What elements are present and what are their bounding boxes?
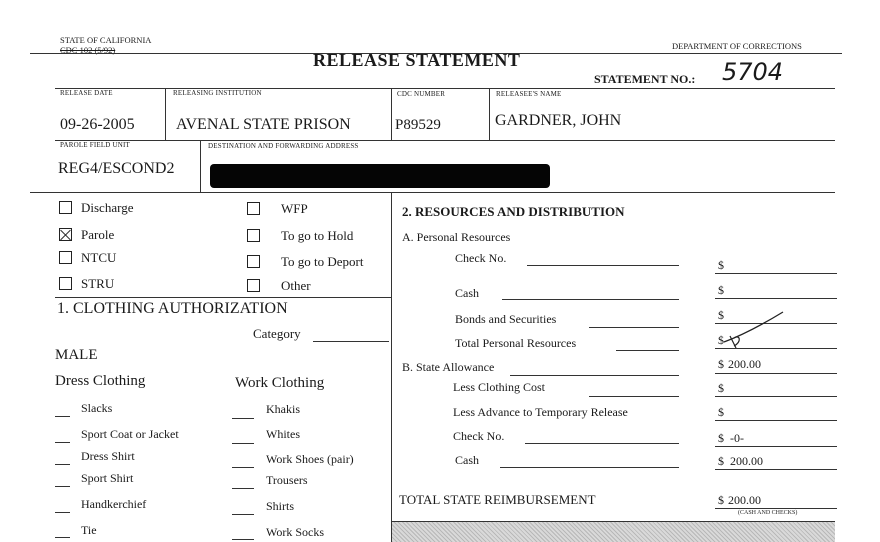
statement-no-label: STATEMENT NO.:	[594, 72, 696, 86]
wfp-checkbox[interactable]	[247, 202, 260, 215]
other-checkbox[interactable]	[247, 279, 260, 292]
handwritten-slash-mark	[720, 308, 786, 352]
check-no-field[interactable]	[527, 265, 679, 266]
check-no2-amount: -0-	[730, 431, 744, 445]
institution: AVENAL STATE PRISON	[176, 116, 351, 133]
category-label: Category	[253, 326, 301, 341]
slacks-blank[interactable]	[55, 416, 70, 417]
work-shoes-blank[interactable]	[232, 467, 254, 468]
cash-label: Cash	[455, 286, 479, 300]
personal-resources-label: A. Personal Resources	[402, 230, 511, 244]
state-label: STATE OF CALIFORNIA	[60, 35, 152, 45]
parole-checkbox[interactable]	[59, 228, 72, 241]
cash2-label: Cash	[455, 453, 479, 467]
less-clothing-field[interactable]	[589, 396, 679, 397]
cash2-amount: 200.00	[730, 454, 763, 468]
ntcu-checkbox[interactable]	[59, 251, 72, 264]
stru-checkbox[interactable]	[59, 277, 72, 290]
department-label: DEPARTMENT OF CORRECTIONS	[672, 41, 802, 51]
institution-label: RELEASING INSTITUTION	[173, 89, 262, 97]
discharge-checkbox[interactable]	[59, 201, 72, 214]
less-advance-label: Less Advance to Temporary Release	[453, 405, 628, 419]
dollar-sign: $	[718, 283, 724, 297]
category-blank[interactable]	[313, 341, 389, 342]
less-clothing-amount[interactable]	[715, 396, 837, 397]
check-no2-label: Check No.	[453, 429, 505, 443]
cdc-number: P89529	[395, 117, 441, 133]
state-allowance-label: B. State Allowance	[402, 360, 495, 374]
dress-item: Slacks	[81, 401, 113, 415]
work-item: Work Shoes (pair)	[266, 452, 354, 466]
total-personal-field[interactable]	[616, 350, 679, 351]
trousers-blank[interactable]	[232, 488, 254, 489]
hold-label: To go to Hold	[281, 228, 354, 243]
male-label: MALE	[55, 347, 98, 363]
work-item: Work Socks	[266, 525, 325, 539]
redacted-address	[210, 164, 550, 188]
less-advance-amount[interactable]	[715, 420, 837, 421]
dollar-sign: $	[718, 405, 724, 419]
parole-label: Parole	[81, 227, 115, 242]
wfp-label: WFP	[281, 201, 308, 216]
dollar-sign: $	[718, 308, 724, 322]
parole-unit-label: PAROLE FIELD UNIT	[60, 141, 131, 149]
work-heading: Work Clothing	[235, 375, 325, 391]
parole-unit: REG4/ESCOND2	[58, 160, 175, 177]
state-allowance-line[interactable]	[715, 373, 837, 374]
work-socks-blank[interactable]	[232, 539, 254, 540]
check-no-label: Check No.	[455, 251, 507, 265]
total-line[interactable]	[715, 508, 837, 509]
shirts-blank[interactable]	[232, 514, 254, 515]
deport-checkbox[interactable]	[247, 255, 260, 268]
ntcu-label: NTCU	[81, 250, 117, 265]
hold-checkbox[interactable]	[247, 229, 260, 242]
dollar-sign: $	[718, 381, 724, 395]
statement-no-value: 5704	[722, 58, 784, 86]
total-note: (CASH AND CHECKS)	[738, 510, 798, 516]
dress-shirt-blank[interactable]	[55, 464, 70, 465]
cash-amount[interactable]	[715, 298, 837, 299]
whites-blank[interactable]	[232, 443, 254, 444]
state-allowance-field[interactable]	[510, 375, 679, 376]
state-allowance-amount: 200.00	[728, 357, 761, 371]
total-personal-amount[interactable]	[715, 348, 837, 349]
shaded-region	[392, 522, 835, 542]
other-label: Other	[281, 278, 311, 293]
dress-item: Sport Shirt	[81, 471, 134, 485]
check-no2-field[interactable]	[525, 443, 679, 444]
bonds-field[interactable]	[589, 327, 679, 328]
release-date-label: RELEASE DATE	[60, 89, 113, 97]
dollar-sign: $	[718, 258, 724, 272]
dress-heading: Dress Clothing	[55, 373, 146, 389]
release-date: 09-26-2005	[60, 116, 135, 133]
sport-shirt-blank[interactable]	[55, 486, 70, 487]
sport-coat-blank[interactable]	[55, 442, 70, 443]
dollar-sign: $	[718, 493, 724, 507]
bonds-label: Bonds and Securities	[455, 312, 557, 326]
cash2-field[interactable]	[500, 467, 679, 468]
dress-item: Tie	[81, 523, 97, 537]
work-item: Shirts	[266, 499, 295, 513]
destination-label: DESTINATION AND FORWARDING ADDRESS	[208, 142, 359, 150]
work-item: Whites	[266, 427, 300, 441]
khakis-blank[interactable]	[232, 418, 254, 419]
total-label: TOTAL STATE REIMBURSEMENT	[399, 492, 596, 507]
dollar-sign: $	[718, 431, 724, 445]
less-clothing-label: Less Clothing Cost	[453, 380, 546, 394]
releasee-name: GARDNER, JOHN	[495, 112, 622, 129]
releasee-name-label: RELEASEE'S NAME	[496, 90, 562, 98]
dress-item: Sport Coat or Jacket	[81, 427, 179, 441]
dress-item: Dress Shirt	[81, 449, 135, 463]
check-no2-line[interactable]	[715, 446, 837, 447]
dress-item: Handkerchief	[81, 497, 147, 511]
work-item: Khakis	[266, 402, 300, 416]
cash2-line[interactable]	[715, 469, 837, 470]
tie-blank[interactable]	[55, 537, 70, 538]
discharge-label: Discharge	[81, 200, 134, 215]
work-item: Trousers	[266, 473, 308, 487]
handkerchief-blank[interactable]	[55, 512, 70, 513]
clothing-title: 1. CLOTHING AUTHORIZATION	[57, 300, 288, 317]
cdc-number-label: CDC NUMBER	[397, 90, 446, 98]
form-number: CDC 102 (5/92)	[60, 45, 116, 55]
total-amount: 200.00	[728, 493, 761, 507]
dollar-sign: $	[718, 357, 724, 371]
dollar-sign: $	[718, 454, 724, 468]
resources-title: 2. RESOURCES AND DISTRIBUTION	[402, 204, 625, 219]
page-title: RELEASE STATEMENT	[313, 50, 521, 70]
total-personal-label: Total Personal Resources	[455, 336, 577, 350]
check-no-amount[interactable]	[715, 273, 837, 274]
deport-label: To go to Deport	[281, 254, 364, 269]
dollar-sign: $	[718, 333, 724, 347]
stru-label: STRU	[81, 276, 115, 291]
cash-field[interactable]	[502, 299, 679, 300]
